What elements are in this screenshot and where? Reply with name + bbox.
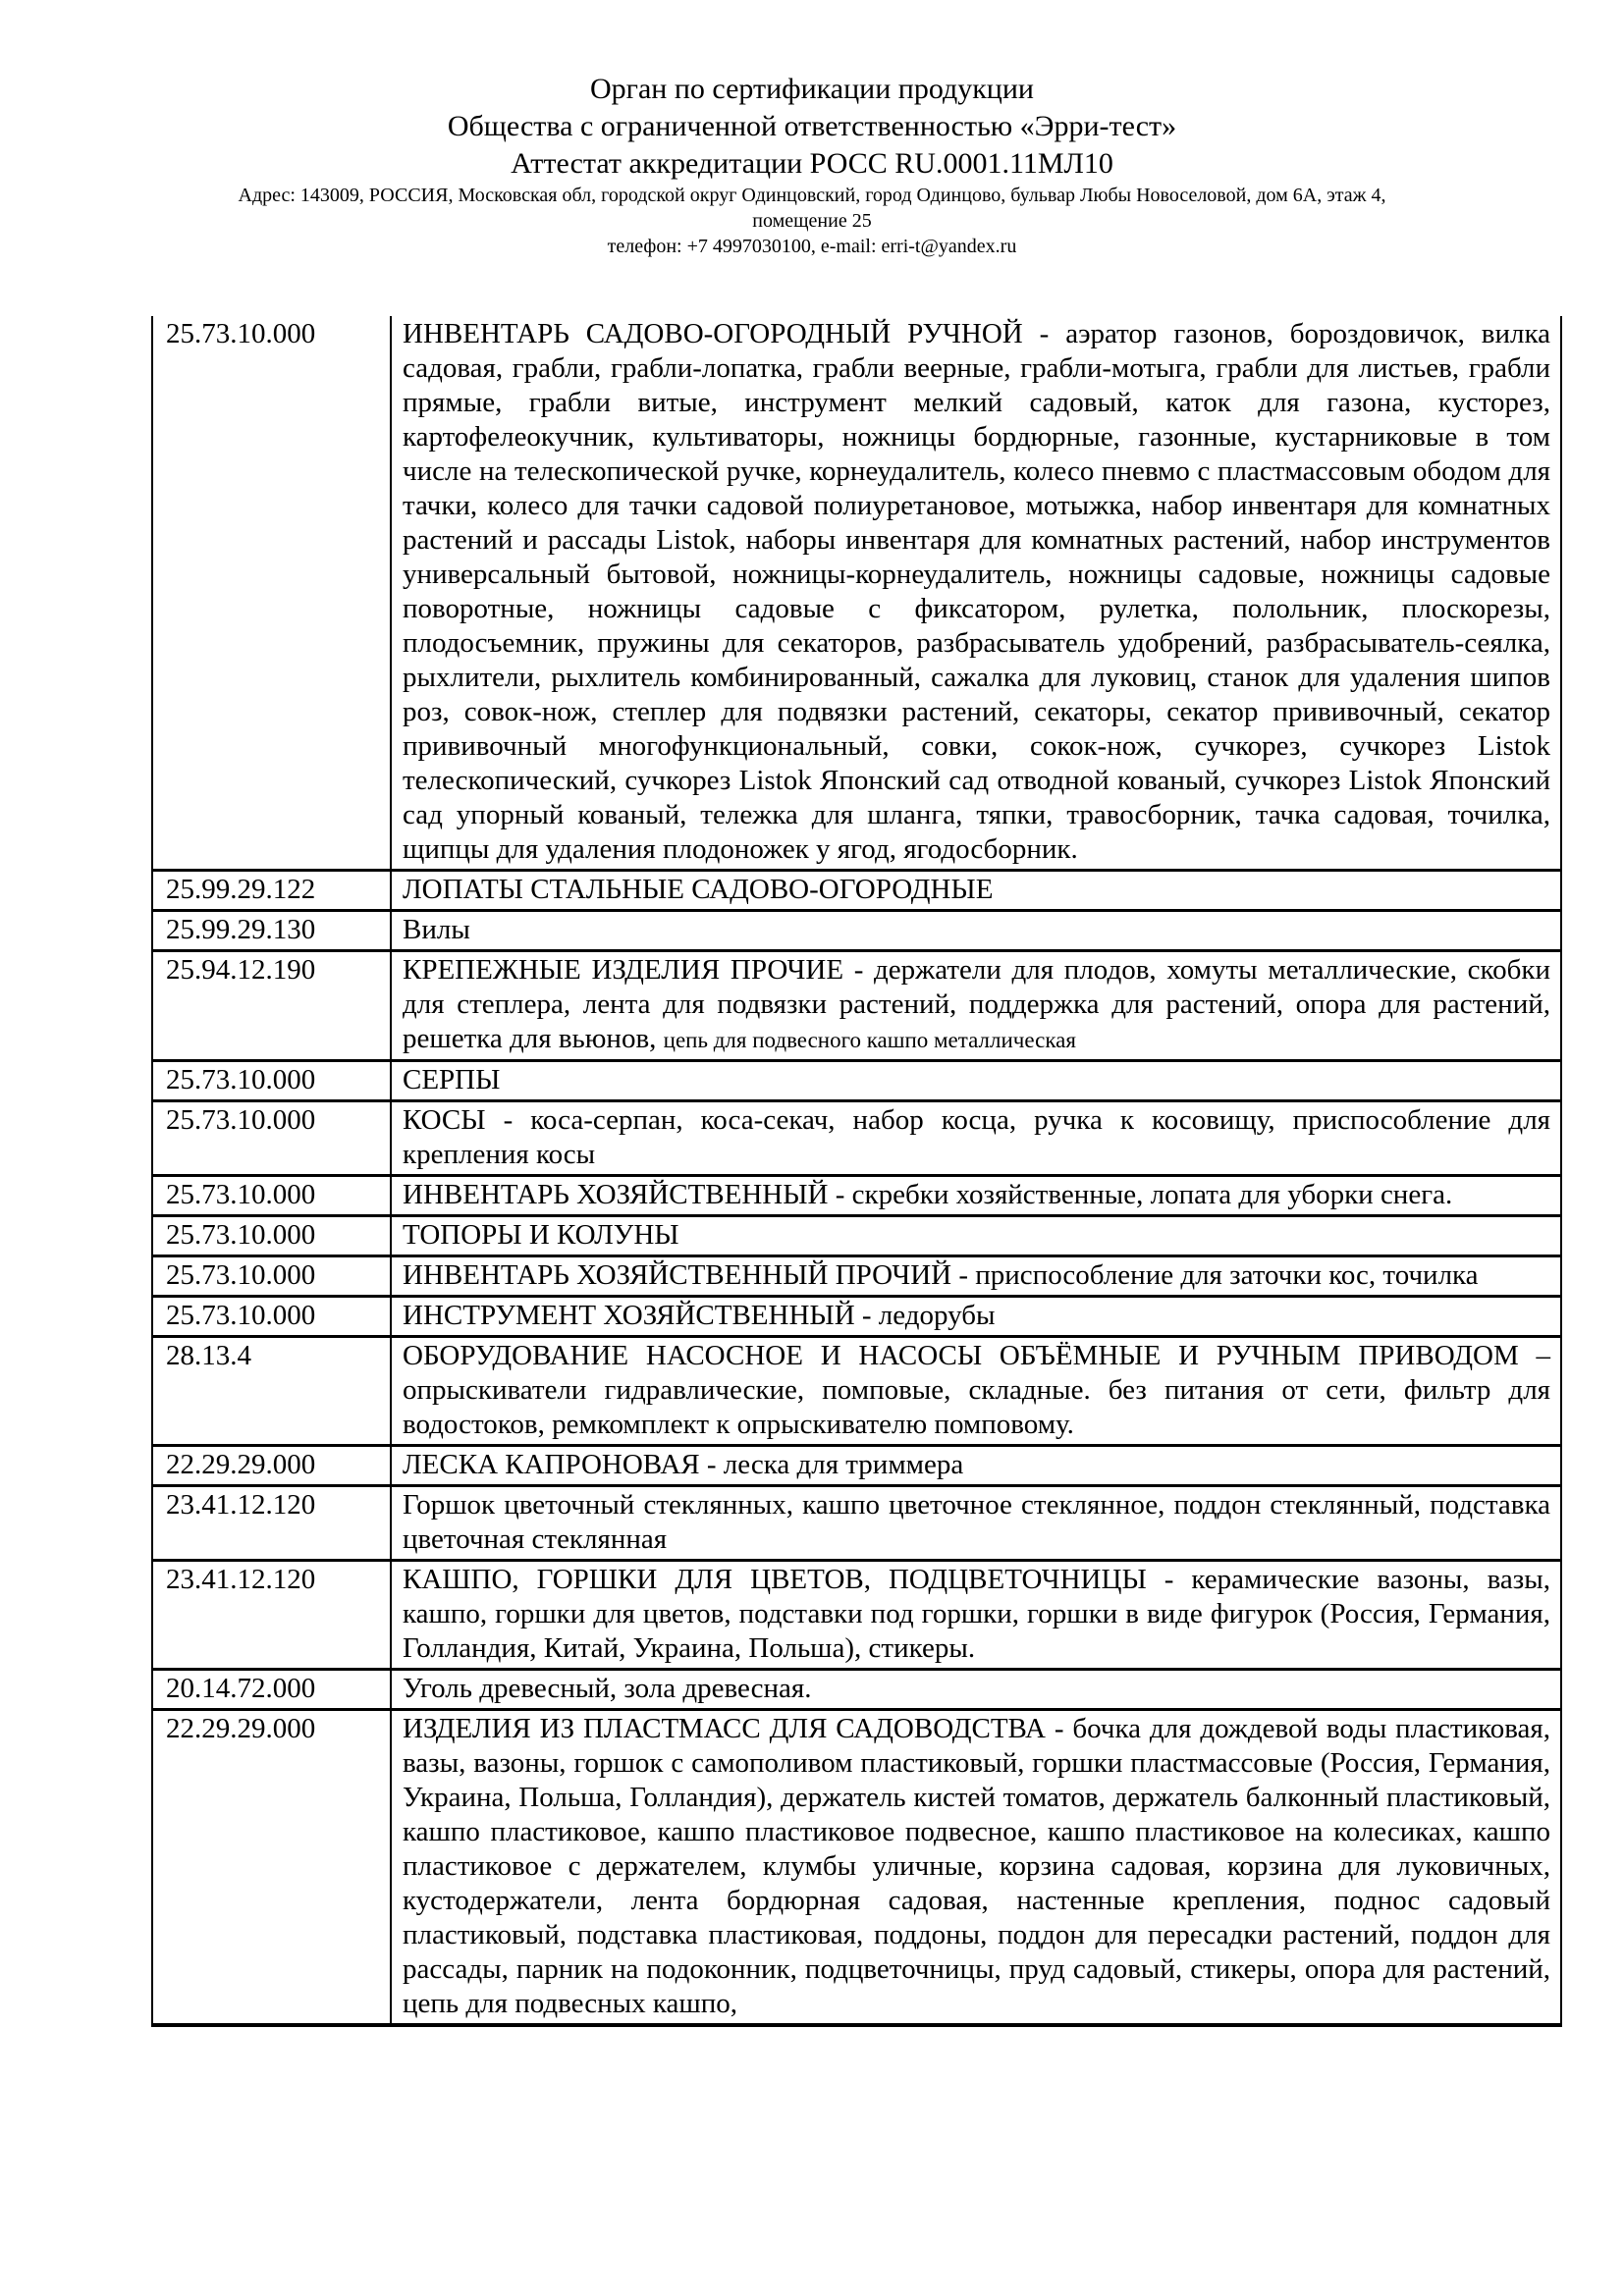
product-code-cell: 20.14.72.000 [152,1670,391,1710]
description-text: КРЕПЕЖНЫЕ ИЗДЕЛИЯ ПРОЧИЕ - держатели для плодов, хомуты металлические, скобки для степлера, лента для подвязки растений, поддержка для растений, опора для растений, решетка для вьюнов, [403,954,1550,1054]
product-code-cell: 25.99.29.130 [152,911,391,951]
product-description-cell [391,911,1561,951]
description-text: ЛОПАТЫ СТАЛЬНЫЕ САДОВО-ОГОРОДНЫЕ [403,874,994,905]
product-code-cell: 25.73.10.000 [152,316,391,871]
header-org-type: Орган по сертификации продукции [590,73,1034,105]
product-description-cell [391,871,1561,911]
description-text: Уголь древесный, зола древесная. [403,1673,812,1704]
description-text-small: цепь для подвесного кашпо металлическая [663,1028,1076,1052]
product-description-cell [391,1101,1561,1176]
product-code-cell: 25.94.12.190 [152,951,391,1061]
product-code-cell: 25.73.10.000 [152,1216,391,1256]
product-code-cell: 23.41.12.120 [152,1561,391,1670]
description-text: КОСЫ - коса-серпан, коса-секач, набор косца, ручка к косовищу, приспособление для крепления косы [403,1104,1550,1170]
product-description-cell [391,1710,1561,2026]
product-code-cell: 25.99.29.122 [152,871,391,911]
product-code-cell: 25.73.10.000 [152,1176,391,1216]
product-description-cell [391,1297,1561,1337]
table-row [152,911,1561,951]
table-row [152,1061,1561,1101]
table-row [152,1256,1561,1297]
product-description-cell [391,1337,1561,1446]
product-code-cell: 22.29.29.000 [152,1710,391,2026]
description-text: ИНВЕНТАРЬ ХОЗЯЙСТВЕННЫЙ ПРОЧИЙ - приспособление для заточки кос, точилка [403,1259,1479,1291]
product-description-cell [391,316,1561,871]
product-description-cell [391,1670,1561,1710]
description-text: ИНВЕНТАРЬ ХОЗЯЙСТВЕННЫЙ - скребки хозяйственные, лопата для уборки снега. [403,1179,1453,1210]
product-description-cell [391,1216,1561,1256]
description-text: ЛЕСКА КАПРОНОВАЯ - леска для триммера [403,1449,964,1480]
product-description-cell [391,951,1561,1061]
table-row [152,1297,1561,1337]
document-header [0,0,1624,259]
description-text: КАШПО, ГОРШКИ ДЛЯ ЦВЕТОВ, ПОДЦВЕТОЧНИЦЫ - керамические вазоны, вазы, кашпо, горшки для цветов, подставки под горшки, горшки в виде фигурок (Россия, Германия, Голландия, Китай, Украина, Польша), стикеры. [403,1564,1550,1664]
header-contacts: телефон: +7 4997030100, e-mail: erri-t@yandex.ru [607,236,1017,257]
product-code-cell: 25.73.10.000 [152,1256,391,1297]
product-code-cell: 22.29.29.000 [152,1446,391,1486]
product-description-cell [391,1256,1561,1297]
header-address-line-2: помещение 25 [752,210,872,232]
table-row [152,1486,1561,1561]
product-description-cell [391,1561,1561,1670]
table-row [152,1216,1561,1256]
table-row [152,1337,1561,1446]
product-description-cell [391,1061,1561,1101]
product-code-cell: 25.73.10.000 [152,1297,391,1337]
product-code-cell: 28.13.4 [152,1337,391,1446]
header-address-line-1: Адрес: 143009, РОССИЯ, Московская обл, городской округ Одинцовский, город Одинцово, бульвар Любы Новоселовой, дом 6А, этаж 4, [238,185,1386,206]
table-row [152,871,1561,911]
description-text: Горшок цветочный стеклянных, кашпо цветочное стеклянное, поддон стеклянный, подставка цветочная стеклянная [403,1489,1550,1555]
product-description-cell [391,1446,1561,1486]
product-table-body [152,316,1561,2025]
description-text: ТОПОРЫ И КОЛУНЫ [403,1219,679,1251]
table-row [152,1446,1561,1486]
table-row [152,951,1561,1061]
table-row [152,1670,1561,1710]
description-text: Вилы [403,914,470,945]
header-accreditation-number: Аттестат аккредитации РОСС RU.0001.11МЛ10 [511,147,1113,180]
description-text: ОБОРУДОВАНИЕ НАСОСНОЕ И НАСОСЫ ОБЪЁМНЫЕ И РУЧНЫМ ПРИВОДОМ – опрыскиватели гидравлические, помповые, складные. без питания от сети, фильтр для водостоков, ремкомплект к опрыскивателю помповому. [403,1340,1550,1440]
table-row [152,1176,1561,1216]
product-code-cell: 25.73.10.000 [152,1101,391,1176]
product-description-cell [391,1176,1561,1216]
table-row [152,316,1561,871]
product-table [151,316,1562,2027]
description-text: ИНВЕНТАРЬ САДОВО-ОГОРОДНЫЙ РУЧНОЙ - аэратор газонов, бороздовичок, вилка садовая, грабли, грабли-лопатка, грабли веерные, грабли-мотыга, грабли для листьев, грабли прямые, грабли витые, инструмент мелкий садовый, каток для газона, кусторез, картофелеокучник, культиваторы, ножницы бордюрные, газонные, кустарниковые в том числе на телескопической ручке, корнеудалитель, колесо пневмо с пластмассовым ободом для тачки, колесо для тачки садовой полиуретановое, мотыжка, набор инвентаря для комнатных растений и рассады Listok, наборы инвентаря для комнатных растений, набор инструментов универсальный бытовой, ножницы-корнеудалитель, ножницы садовые, ножницы садовые поворотные, ножницы садовые с фиксатором, рулетка, полольник, плоскорезы, плодосъемник, пружины для секаторов, разбрасыватель удобрений, разбрасыватель-сеялка, рыхлители, рыхлитель комбинированный, сажалка для луковиц, станок для удаления шипов роз, совок-нож, степлер для подвязки растений, секаторы, секатор прививочный, секатор прививочный многофункциональный, совки, сокок-нож, сучкорез, сучкорез Listok телескопический, сучкорез Listok Японский сад отводной кованый, сучкорез Listok Японский сад упорный кованый, тележка для шланга, тяпки, травосборник, тачка садовая, точилка, щипцы для удаления плодоножек у ягод, ягодосборник. [403,318,1550,865]
product-description-cell [391,1486,1561,1561]
description-text: ИЗДЕЛИЯ ИЗ ПЛАСТМАСС ДЛЯ САДОВОДСТВА - бочка для дождевой воды пластиковая, вазы, вазоны, горшок с самополивом пластиковый, горшки пластмассовые (Россия, Германия, Украина, Польша, Голландия), держатель кистей томатов, держатель балконный пластиковый, кашпо пластиковое, кашпо пластиковое подвесное, кашпо пластиковое на колесиках, кашпо пластиковое с держателем, клумбы уличные, корзина садовая, корзина для луковичных, кустодержатели, лента бордюрная садовая, настенные крепления, поднос садовый пластиковый, подставка пластиковая, поддоны, поддон для пересадки растений, поддон для рассады, парник на подоконник, подцветочницы, пруд садовый, стикеры, опора для растений, цепь для подвесных кашпо, [403,1713,1550,2019]
table-row [152,1101,1561,1176]
product-code-cell: 23.41.12.120 [152,1486,391,1561]
table-row [152,1710,1561,2026]
description-text: ИНСТРУМЕНТ ХОЗЯЙСТВЕННЫЙ - ледорубы [403,1300,996,1331]
description-text: СЕРПЫ [403,1064,501,1095]
table-row [152,1561,1561,1670]
product-code-cell: 25.73.10.000 [152,1061,391,1101]
header-org-name: Общества с ограниченной ответственностью «Эрри-тест» [447,110,1177,142]
